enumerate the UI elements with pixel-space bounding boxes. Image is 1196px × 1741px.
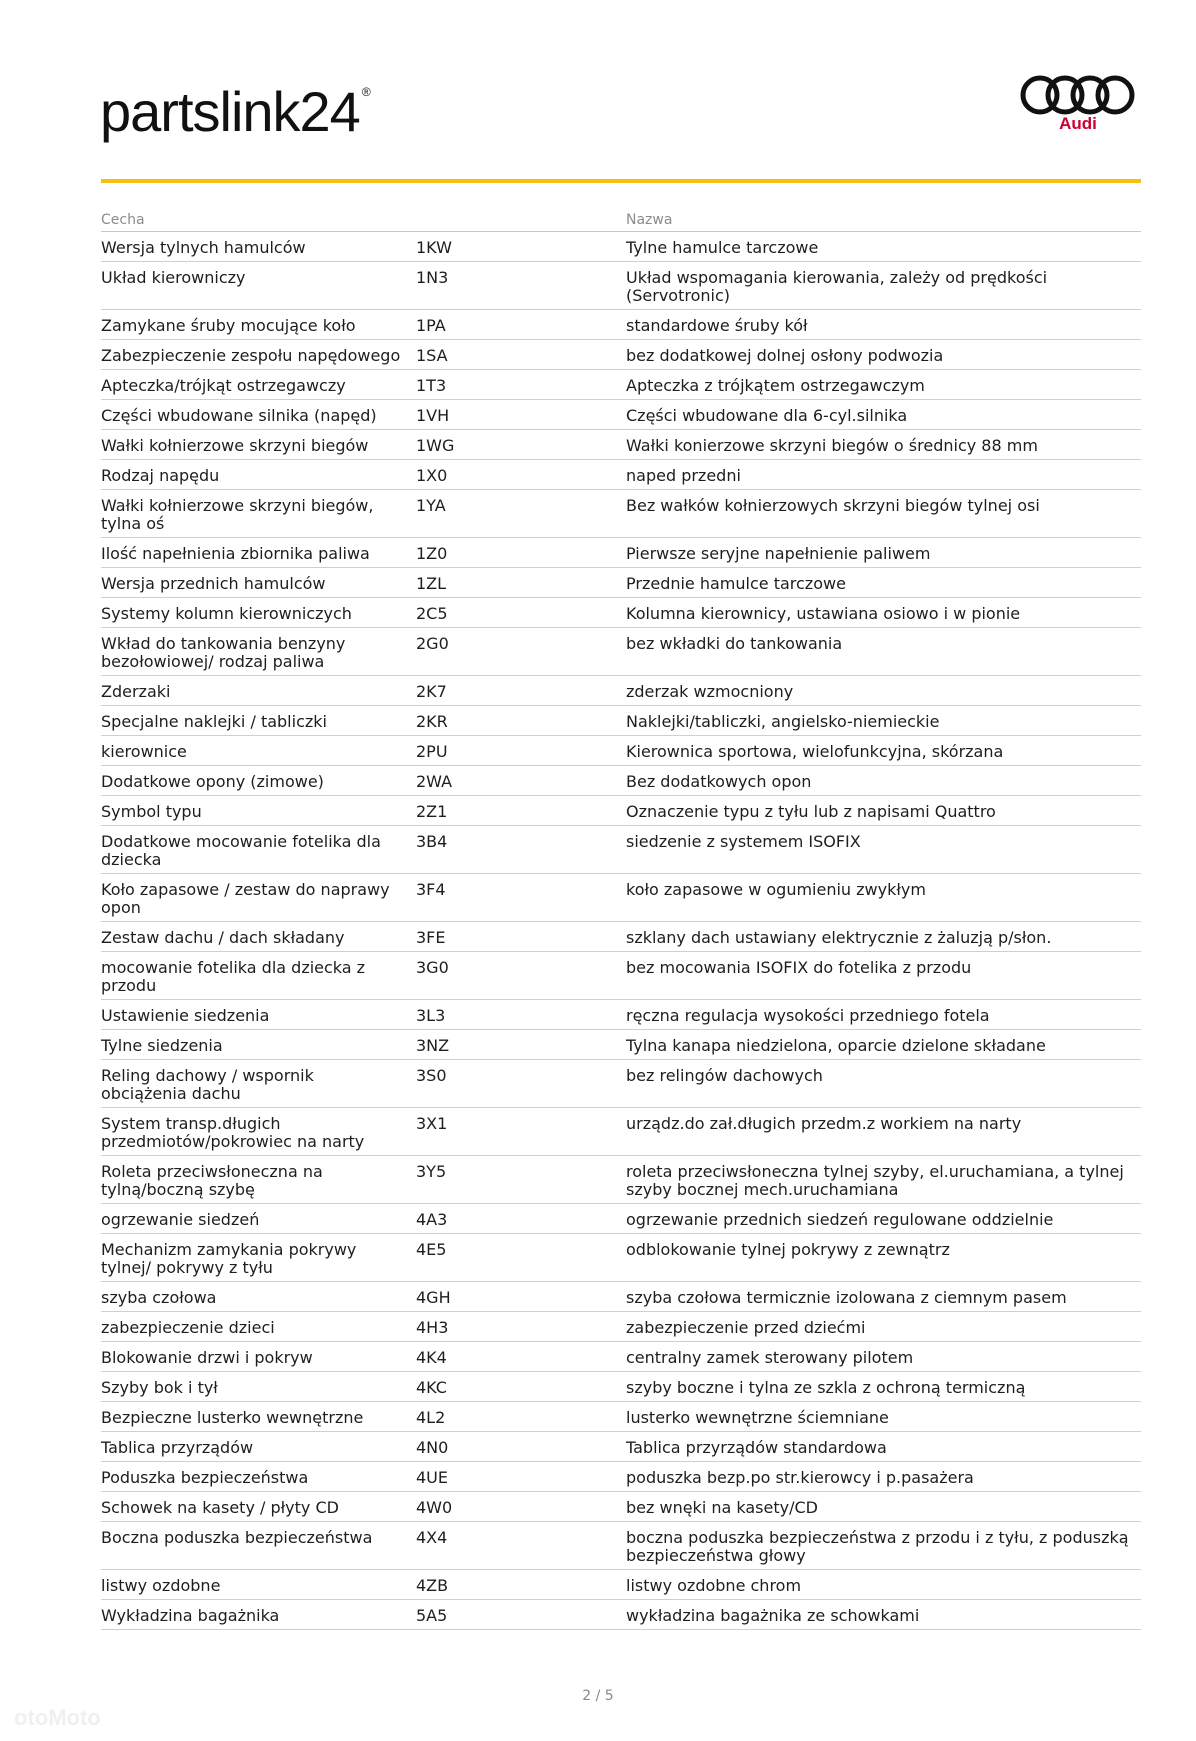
table-row xyxy=(101,538,1141,568)
feature-cell: zabezpieczenie dzieci xyxy=(101,1312,416,1342)
code-cell: 3F4 xyxy=(416,874,626,922)
feature-cell: Reling dachowy / wspornik obciążenia dachu xyxy=(101,1060,416,1108)
feature-cell: Tylne siedzenia xyxy=(101,1030,416,1060)
table-row xyxy=(101,736,1141,766)
code-cell: 3NZ xyxy=(416,1030,626,1060)
name-cell: zderzak wzmocniony xyxy=(626,676,1141,706)
table-row xyxy=(101,1462,1141,1492)
registered-mark: ® xyxy=(361,85,371,99)
code-cell: 1KW xyxy=(416,232,626,262)
name-cell: bez mocowania ISOFIX do fotelika z przodu xyxy=(626,952,1141,1000)
page-number: 2 / 5 xyxy=(582,1688,614,1704)
feature-cell: Roleta przeciwsłoneczna na tylną/boczną szybę xyxy=(101,1156,416,1204)
table-row xyxy=(101,676,1141,706)
feature-cell: kierownice xyxy=(101,736,416,766)
table-row xyxy=(101,1030,1141,1060)
name-cell: standardowe śruby kół xyxy=(626,310,1141,340)
name-cell: Pierwsze seryjne napełnienie paliwem xyxy=(626,538,1141,568)
feature-cell: Wkład do tankowania benzyny bezołowiowej/ rodzaj paliwa xyxy=(101,628,416,676)
table-row xyxy=(101,1282,1141,1312)
code-cell: 4W0 xyxy=(416,1492,626,1522)
code-cell: 2Z1 xyxy=(416,796,626,826)
feature-cell: Koło zapasowe / zestaw do naprawy opon xyxy=(101,874,416,922)
name-cell: roleta przeciwsłoneczna tylnej szyby, el.uruchamiana, a tylnej szyby bocznej mech.uruchamiana xyxy=(626,1156,1141,1204)
name-cell: siedzenie z systemem ISOFIX xyxy=(626,826,1141,874)
table-row xyxy=(101,262,1141,310)
feature-cell: Zderzaki xyxy=(101,676,416,706)
code-cell: 1Z0 xyxy=(416,538,626,568)
code-cell: 3L3 xyxy=(416,1000,626,1030)
feature-cell: Symbol typu xyxy=(101,796,416,826)
table-row xyxy=(101,628,1141,676)
feature-cell: listwy ozdobne xyxy=(101,1570,416,1600)
table-row xyxy=(101,598,1141,628)
name-cell: zabezpieczenie przed dziećmi xyxy=(626,1312,1141,1342)
code-cell: 2KR xyxy=(416,706,626,736)
feature-cell: mocowanie fotelika dla dziecka z przodu xyxy=(101,952,416,1000)
name-cell: szyby boczne i tylna ze szkla z ochroną termiczną xyxy=(626,1372,1141,1402)
audi-rings-icon xyxy=(1019,74,1137,116)
name-cell: Kierownica sportowa, wielofunkcyjna, skórzana xyxy=(626,736,1141,766)
equipment-table xyxy=(101,207,1141,1630)
table-row xyxy=(101,460,1141,490)
table-row xyxy=(101,1570,1141,1600)
header-feature: Cecha xyxy=(101,207,416,232)
feature-cell: Wałki kołnierzowe skrzyni biegów, tylna oś xyxy=(101,490,416,538)
feature-cell: Ilość napełnienia zbiornika paliwa xyxy=(101,538,416,568)
name-cell: Tylna kanapa niedzielona, oparcie dzielone składane xyxy=(626,1030,1141,1060)
table-row xyxy=(101,1234,1141,1282)
feature-cell: Mechanizm zamykania pokrywy tylnej/ pokrywy z tyłu xyxy=(101,1234,416,1282)
code-cell: 4E5 xyxy=(416,1234,626,1282)
code-cell: 1ZL xyxy=(416,568,626,598)
feature-cell: Wałki kołnierzowe skrzyni biegów xyxy=(101,430,416,460)
name-cell: Przednie hamulce tarczowe xyxy=(626,568,1141,598)
table-row xyxy=(101,826,1141,874)
code-cell: 3B4 xyxy=(416,826,626,874)
code-cell: 2WA xyxy=(416,766,626,796)
code-cell: 2PU xyxy=(416,736,626,766)
table-row xyxy=(101,1432,1141,1462)
feature-cell: Wykładzina bagażnika xyxy=(101,1600,416,1630)
name-cell: lusterko wewnętrzne ściemniane xyxy=(626,1402,1141,1432)
feature-cell: Systemy kolumn kierowniczych xyxy=(101,598,416,628)
table-header-row xyxy=(101,207,1141,232)
name-cell: Tylne hamulce tarczowe xyxy=(626,232,1141,262)
logo-text: partslink24 xyxy=(100,80,360,143)
feature-cell: Schowek na kasety / płyty CD xyxy=(101,1492,416,1522)
name-cell: Apteczka z trójkątem ostrzegawczym xyxy=(626,370,1141,400)
code-cell: 1X0 xyxy=(416,460,626,490)
feature-cell: Wersja przednich hamulców xyxy=(101,568,416,598)
name-cell: koło zapasowe w ogumieniu zwykłym xyxy=(626,874,1141,922)
feature-cell: Dodatkowe mocowanie fotelika dla dziecka xyxy=(101,826,416,874)
partslink24-logo xyxy=(100,80,371,143)
code-cell: 3S0 xyxy=(416,1060,626,1108)
watermark: otoMoto xyxy=(14,1705,101,1730)
name-cell: szyba czołowa termicznie izolowana z ciemnym pasem xyxy=(626,1282,1141,1312)
code-cell: 4UE xyxy=(416,1462,626,1492)
table-row xyxy=(101,370,1141,400)
name-cell: poduszka bezp.po str.kierowcy i p.pasażera xyxy=(626,1462,1141,1492)
code-cell: 4N0 xyxy=(416,1432,626,1462)
name-cell: wykładzina bagażnika ze schowkami xyxy=(626,1600,1141,1630)
name-cell: Bez dodatkowych opon xyxy=(626,766,1141,796)
audi-logo xyxy=(1018,74,1138,134)
table-body xyxy=(101,232,1141,1630)
table-row xyxy=(101,340,1141,370)
name-cell: Bez wałków kołnierzowych skrzyni biegów tylnej osi xyxy=(626,490,1141,538)
code-cell: 3Y5 xyxy=(416,1156,626,1204)
code-cell: 4GH xyxy=(416,1282,626,1312)
code-cell: 1N3 xyxy=(416,262,626,310)
table-row xyxy=(101,1522,1141,1570)
code-cell: 1SA xyxy=(416,340,626,370)
code-cell: 2C5 xyxy=(416,598,626,628)
header-code xyxy=(416,207,626,232)
feature-cell: System transp.długich przedmiotów/pokrowiec na narty xyxy=(101,1108,416,1156)
feature-cell: Dodatkowe opony (zimowe) xyxy=(101,766,416,796)
name-cell: bez relingów dachowych xyxy=(626,1060,1141,1108)
accent-divider xyxy=(101,179,1141,183)
name-cell: urządz.do zał.długich przedm.z workiem na narty xyxy=(626,1108,1141,1156)
header-name: Nazwa xyxy=(626,207,1141,232)
feature-cell: Ustawienie siedzenia xyxy=(101,1000,416,1030)
name-cell: szklany dach ustawiany elektrycznie z żaluzją p/słon. xyxy=(626,922,1141,952)
name-cell: Tablica przyrządów standardowa xyxy=(626,1432,1141,1462)
name-cell: Naklejki/tabliczki, angielsko-niemieckie xyxy=(626,706,1141,736)
name-cell: odblokowanie tylnej pokrywy z zewnątrz xyxy=(626,1234,1141,1282)
table-row xyxy=(101,490,1141,538)
code-cell: 4K4 xyxy=(416,1342,626,1372)
table-row xyxy=(101,1492,1141,1522)
table-row xyxy=(101,400,1141,430)
feature-cell: Części wbudowane silnika (napęd) xyxy=(101,400,416,430)
code-cell: 2G0 xyxy=(416,628,626,676)
code-cell: 3FE xyxy=(416,922,626,952)
table-row xyxy=(101,1312,1141,1342)
code-cell: 5A5 xyxy=(416,1600,626,1630)
feature-cell: Poduszka bezpieczeństwa xyxy=(101,1462,416,1492)
feature-cell: Zabezpieczenie zespołu napędowego xyxy=(101,340,416,370)
table-row xyxy=(101,1060,1141,1108)
code-cell: 1VH xyxy=(416,400,626,430)
table-row xyxy=(101,1156,1141,1204)
table-row xyxy=(101,430,1141,460)
table-row xyxy=(101,1600,1141,1630)
table-row xyxy=(101,1000,1141,1030)
feature-cell: Blokowanie drzwi i pokryw xyxy=(101,1342,416,1372)
code-cell: 1WG xyxy=(416,430,626,460)
name-cell: bez wnęki na kasety/CD xyxy=(626,1492,1141,1522)
table-row xyxy=(101,232,1141,262)
table-row xyxy=(101,1372,1141,1402)
name-cell: bez wkładki do tankowania xyxy=(626,628,1141,676)
feature-cell: Bezpieczne lusterko wewnętrzne xyxy=(101,1402,416,1432)
feature-cell: Boczna poduszka bezpieczeństwa xyxy=(101,1522,416,1570)
name-cell: Kolumna kierownicy, ustawiana osiowo i w pionie xyxy=(626,598,1141,628)
feature-cell: szyba czołowa xyxy=(101,1282,416,1312)
table-row xyxy=(101,1108,1141,1156)
feature-cell: Zestaw dachu / dach składany xyxy=(101,922,416,952)
feature-cell: Tablica przyrządów xyxy=(101,1432,416,1462)
table-row xyxy=(101,922,1141,952)
feature-cell: Układ kierowniczy xyxy=(101,262,416,310)
code-cell: 1PA xyxy=(416,310,626,340)
name-cell: ręczna regulacja wysokości przedniego fotela xyxy=(626,1000,1141,1030)
code-cell: 4KC xyxy=(416,1372,626,1402)
name-cell: bez dodatkowej dolnej osłony podwozia xyxy=(626,340,1141,370)
table-row xyxy=(101,568,1141,598)
code-cell: 3X1 xyxy=(416,1108,626,1156)
feature-cell: Zamykane śruby mocujące koło xyxy=(101,310,416,340)
feature-cell: Rodzaj napędu xyxy=(101,460,416,490)
name-cell: Oznaczenie typu z tyłu lub z napisami Quattro xyxy=(626,796,1141,826)
code-cell: 2K7 xyxy=(416,676,626,706)
table-row xyxy=(101,766,1141,796)
name-cell: boczna poduszka bezpieczeństwa z przodu i z tyłu, z poduszką bezpieczeństwa głowy xyxy=(626,1522,1141,1570)
table-row xyxy=(101,1402,1141,1432)
table-row xyxy=(101,1342,1141,1372)
table-row xyxy=(101,874,1141,922)
code-cell: 1T3 xyxy=(416,370,626,400)
feature-cell: ogrzewanie siedzeń xyxy=(101,1204,416,1234)
name-cell: Części wbudowane dla 6-cyl.silnika xyxy=(626,400,1141,430)
feature-cell: Apteczka/trójkąt ostrzegawczy xyxy=(101,370,416,400)
code-cell: 4A3 xyxy=(416,1204,626,1234)
table-row xyxy=(101,706,1141,736)
code-cell: 3G0 xyxy=(416,952,626,1000)
table-row xyxy=(101,796,1141,826)
feature-cell: Wersja tylnych hamulców xyxy=(101,232,416,262)
table-row xyxy=(101,310,1141,340)
code-cell: 4ZB xyxy=(416,1570,626,1600)
name-cell: listwy ozdobne chrom xyxy=(626,1570,1141,1600)
table-row xyxy=(101,1204,1141,1234)
name-cell: naped przedni xyxy=(626,460,1141,490)
name-cell: centralny zamek sterowany pilotem xyxy=(626,1342,1141,1372)
table-row xyxy=(101,952,1141,1000)
feature-cell: Szyby bok i tył xyxy=(101,1372,416,1402)
brand-name: Audi xyxy=(1059,114,1097,133)
code-cell: 4L2 xyxy=(416,1402,626,1432)
name-cell: ogrzewanie przednich siedzeń regulowane oddzielnie xyxy=(626,1204,1141,1234)
name-cell: Układ wspomagania kierowania, zależy od prędkości (Servotronic) xyxy=(626,262,1141,310)
code-cell: 4H3 xyxy=(416,1312,626,1342)
code-cell: 4X4 xyxy=(416,1522,626,1570)
code-cell: 1YA xyxy=(416,490,626,538)
feature-cell: Specjalne naklejki / tabliczki xyxy=(101,706,416,736)
name-cell: Wałki konierzowe skrzyni biegów o średnicy 88 mm xyxy=(626,430,1141,460)
